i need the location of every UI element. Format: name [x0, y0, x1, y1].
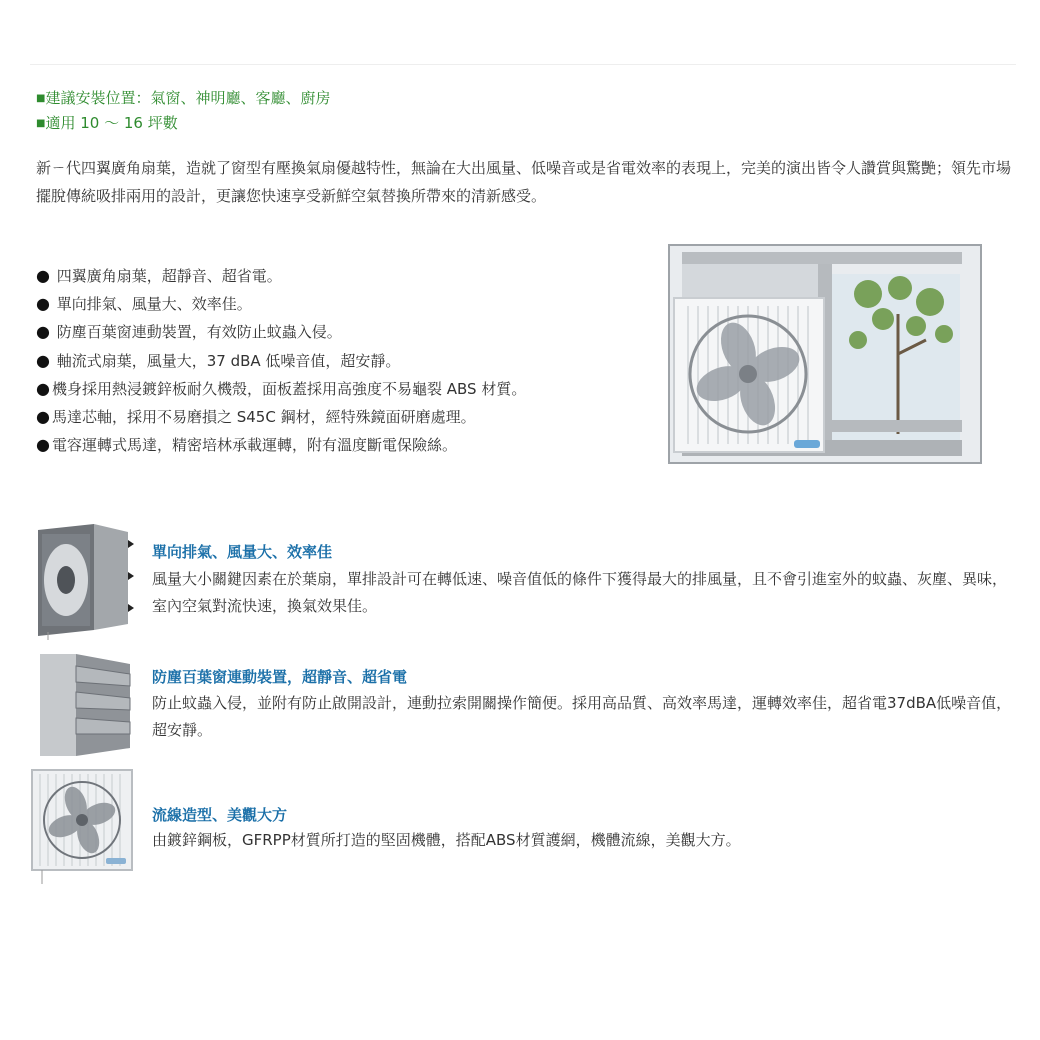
bullet-dot-icon: ● [36, 266, 50, 285]
exhaust-fan-side-view-photo [34, 520, 136, 640]
feature-item: ● 防塵百葉窗連動裝置，有效防止蚊蟲入侵。 [36, 322, 342, 342]
applicable-area-line [36, 113, 178, 134]
bullet-dot-icon: ● [36, 435, 50, 455]
intro-paragraph: 新ㄧ代四翼廣角扇葉，造就了窗型有壓換氣扇優越特性，無論在大出風量、低噪音或是省電效率的表現上，完美的演出皆令人讚賞與驚艷；領先市場擺脫傳統吸排兩用的設計，更讓您快速享受新鮮空氣替換所帶來的清新感受。 [36, 159, 1012, 205]
install-location-line [36, 88, 330, 109]
feature-list [36, 262, 526, 459]
section-text-louver: 防止蚊蟲入侵，並附有防止啟開設計，連動拉索開關操作簡便。採用高品質、高效率馬達，運轉效率佳，超省電37dBA低噪音值，超安靜。 [152, 694, 1012, 739]
install-location-text: 建議安裝位置：氣窗、神明廳、客廳、廚房 [45, 89, 331, 107]
feature-item: ● 電容運轉式馬達，精密培林承載運轉，附有溫度斷電保險絲。 [36, 435, 457, 455]
section-title-louver: 防塵百葉窗連動裝置，超靜音、超省電 [152, 668, 408, 686]
section-title-design: 流線造型、美觀大方 [152, 806, 288, 824]
bullet-dot-icon: ● [36, 378, 50, 398]
louver-shutter-photo [38, 648, 132, 758]
feature-item: ● 單向排氣、風量大、效率佳。 [36, 294, 252, 314]
top-divider [30, 64, 1016, 65]
section-text-exhaust: 風量大小關鍵因素在於葉扇，單排設計可在轉低速、噪音值低的條件下獲得最大的排風量，且不會引進室外的蚊蟲、灰塵、異味，室內空氣對流快速，換氣效果佳。 [152, 570, 1008, 615]
applicable-area-text: 適用 10 ～ 16 坪數 [45, 114, 178, 132]
bullet-dot-icon: ● [36, 322, 50, 342]
feature-item: ● 四翼廣角扇葉，超靜音、超省電。 [36, 266, 282, 285]
square-bullet-icon: ■ [36, 118, 46, 129]
fan-front-grille-photo [30, 768, 134, 886]
feature-item: ● 機身採用熱浸鍍鋅板耐久機殼，面板蓋採用高強度不易龜裂 ABS 材質。 [36, 378, 527, 398]
bullet-dot-icon: ● [36, 407, 50, 427]
section-title-exhaust: 單向排氣、風量大、效率佳 [152, 543, 333, 561]
section-text-design: 由鍍鋅鋼板，GFRPP材質所打造的堅固機體，搭配ABS材質護網，機體流線，美觀大方。 [152, 831, 741, 849]
window-fan-photo [668, 244, 982, 464]
feature-item: ● 馬達芯軸，採用不易磨損之 S45C 鋼材，經特殊鏡面研磨處理。 [36, 407, 476, 427]
feature-item: ● 軸流式扇葉，風量大，37 dBA 低噪音值，超安靜。 [36, 350, 401, 370]
bullet-dot-icon: ● [36, 350, 50, 370]
bullet-dot-icon: ● [36, 294, 50, 314]
square-bullet-icon: ■ [36, 93, 46, 104]
